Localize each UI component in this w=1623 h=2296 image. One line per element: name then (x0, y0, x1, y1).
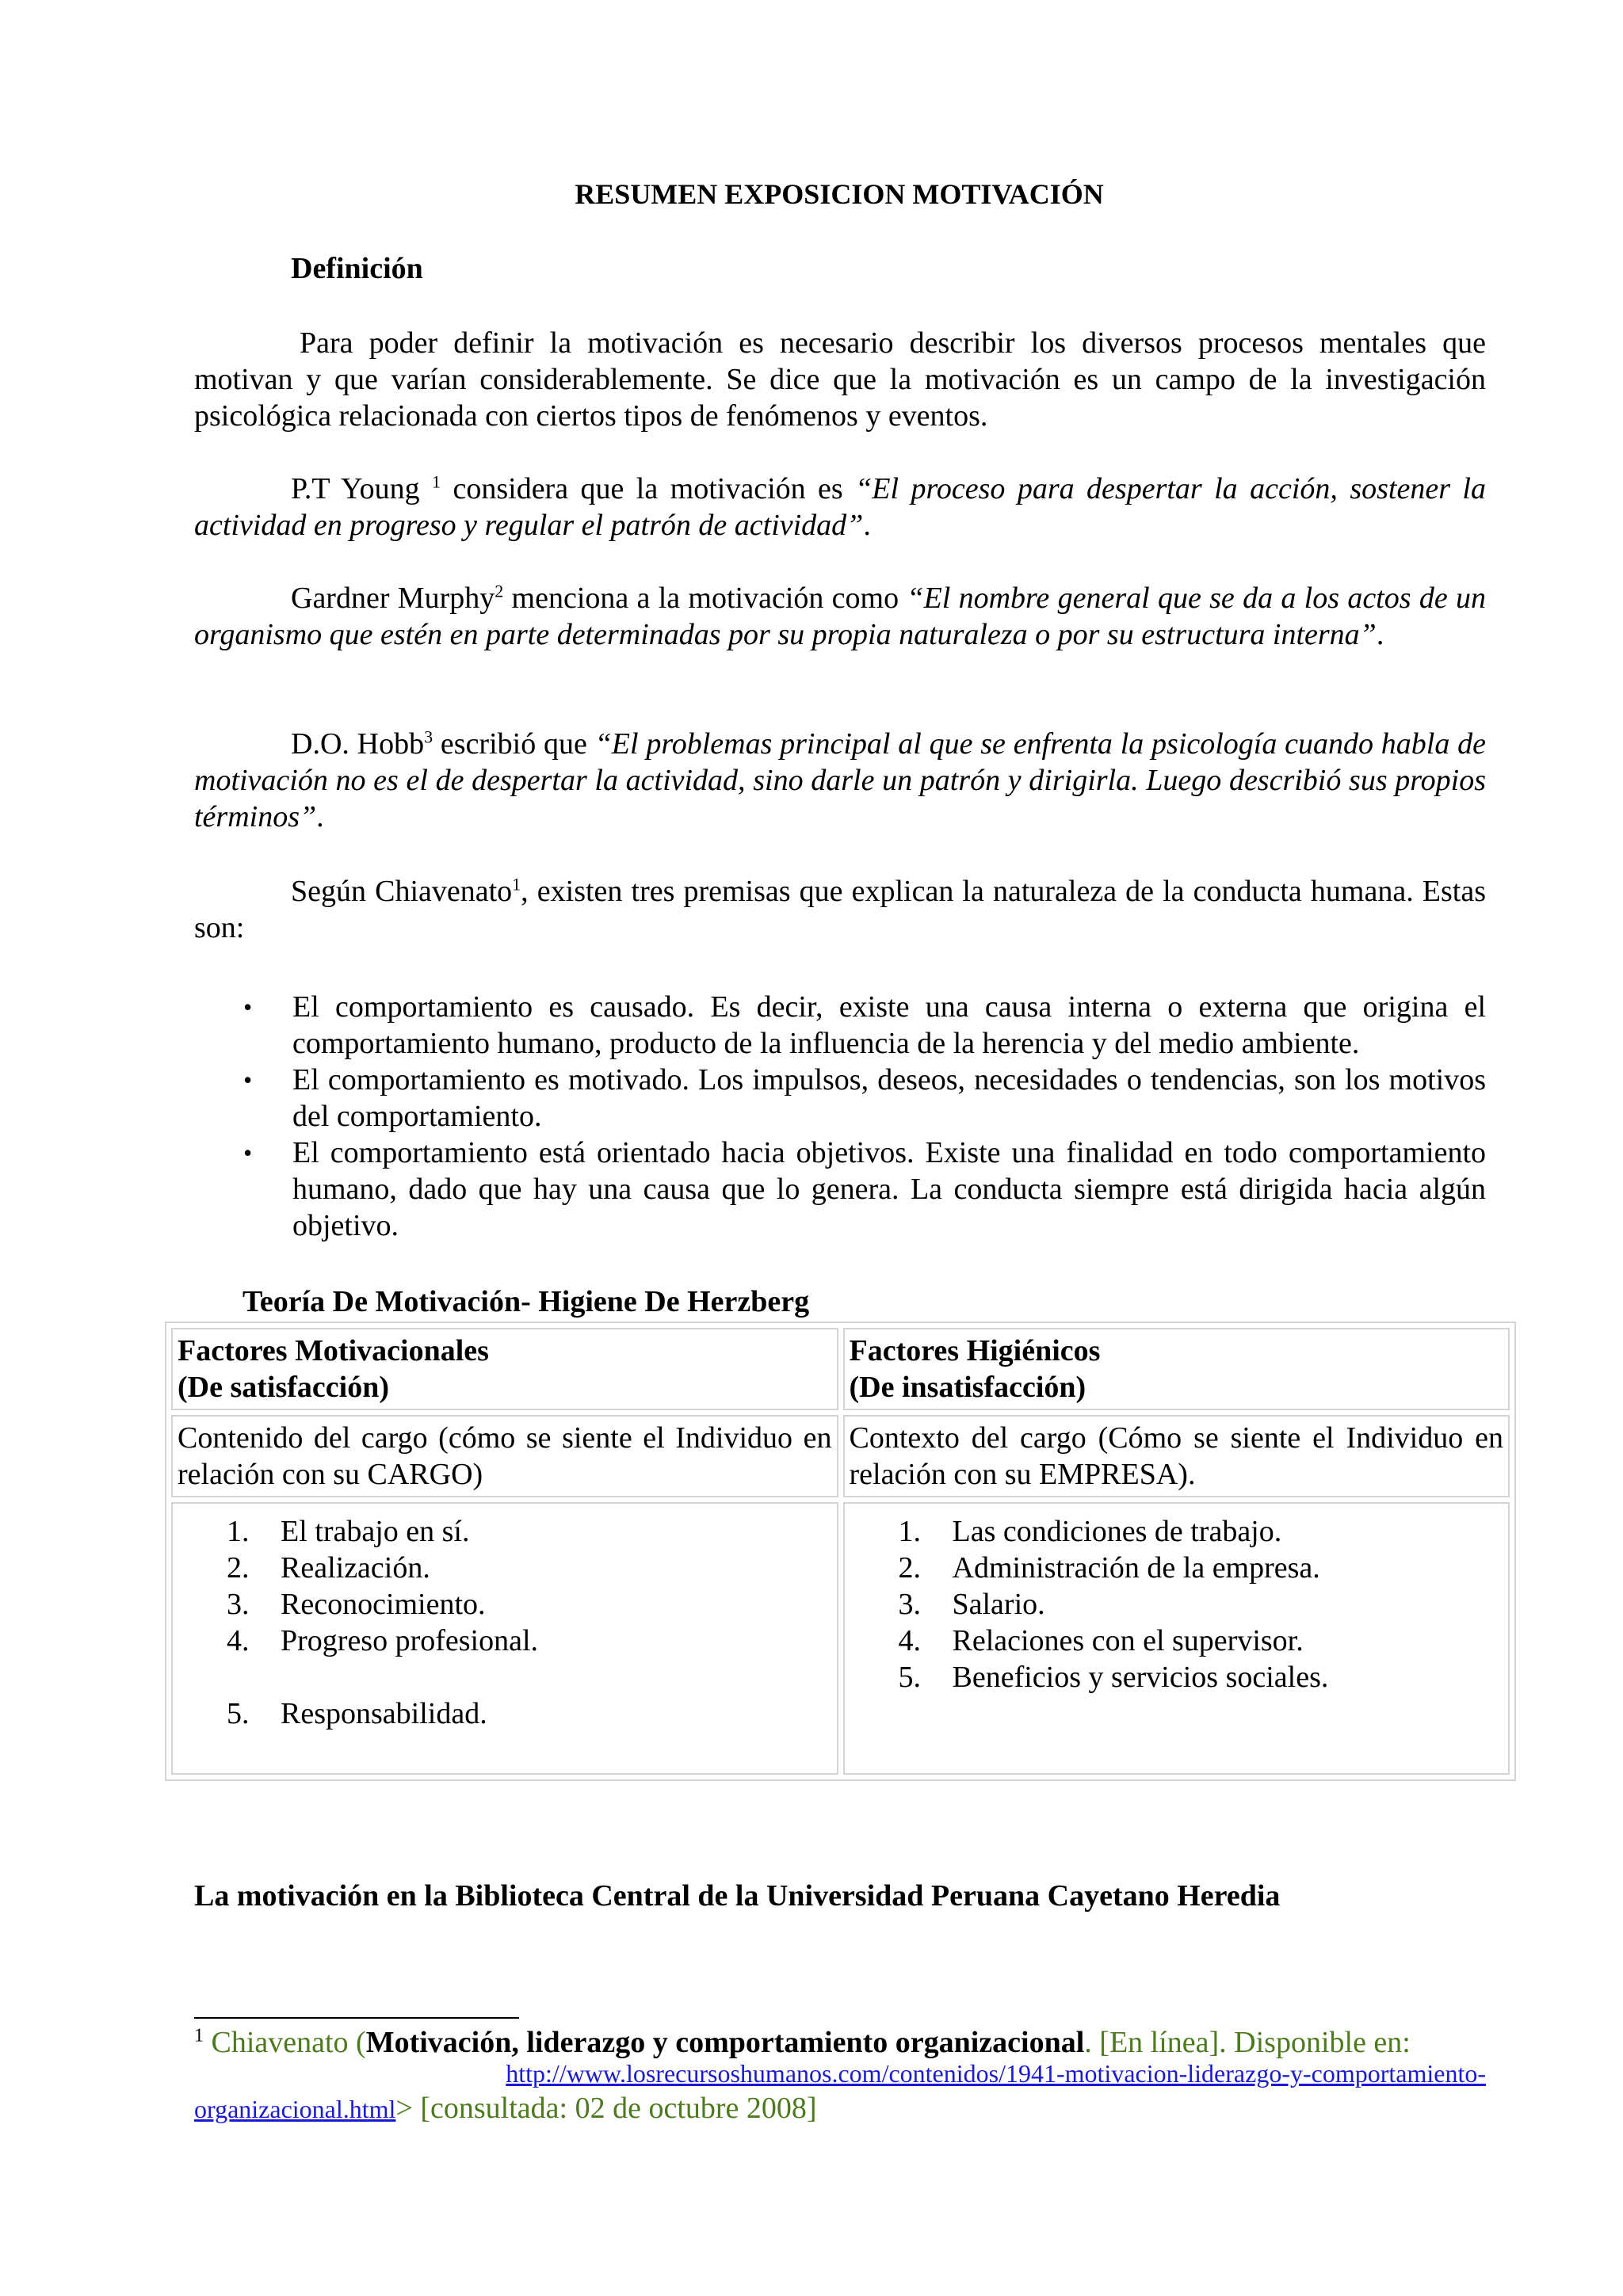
young-paragraph (194, 471, 1486, 543)
list-item: 4. Relaciones con el supervisor. (898, 1624, 1304, 1657)
herzberg-table (165, 1322, 1516, 1781)
premises-list (194, 989, 1486, 1244)
list-item: 1. Las condiciones de trabajo. (898, 1515, 1282, 1548)
table-row (171, 1415, 1510, 1497)
section-heading: La motivación en la Biblioteca Central de la Universidad Peruana Cayetano Heredia (194, 1879, 1281, 1913)
footnote-title: Motivación, liderazgo y comportamiento organizacional (365, 2026, 1085, 2059)
list-item: 3. Reconocimiento. (227, 1588, 486, 1621)
young-footnote-ref: 1 (432, 471, 441, 492)
footnote-url-link-end[interactable]: organizacional.html (194, 2095, 396, 2123)
chiavenato-footnote-ref: 1 (512, 874, 521, 894)
table-header-higienicos: Factores Higiénicos (De insatisfacción) (843, 1328, 1510, 1410)
chiavenato-author: Según Chiavenato (291, 875, 513, 908)
murphy-tail: . (1376, 618, 1384, 651)
motivacionales-list (178, 1513, 832, 1732)
footnote-consulted: > [consultada: 02 de octubre 2008] (395, 2092, 817, 2125)
table-cell-contexto: Contexto del cargo (Cómo se siente el Individuo en relación con su EMPRESA). (843, 1415, 1510, 1497)
list-item: • El comportamiento está orientado hacia objetivos. Existe una finalidad en todo comportamiento humano, dado que hay una causa que lo genera. La conducta siempre está dirigida hacia algún objetivo. (243, 1136, 1486, 1242)
table-cell-contenido: Contenido del cargo (cómo se siente el Individuo en relación con su CARGO) (171, 1415, 838, 1497)
herzberg-heading: Teoría De Motivación- Higiene De Herzberg (242, 1285, 810, 1318)
intro-paragraph (194, 325, 1486, 434)
footnote-online: . [En línea]. Disponible en: (1084, 2026, 1411, 2059)
hobb-paragraph (194, 726, 1486, 835)
table-row (171, 1502, 1510, 1775)
young-tail: . (863, 509, 871, 542)
footnote-prefix: Chiavenato ( (204, 2026, 366, 2059)
footnote-number: 1 (194, 2025, 204, 2046)
murphy-quote: “El nombre general que se da a los actos de un organismo que estén en parte determinadas por su propia naturaleza o por su estructura interna” (194, 582, 1486, 651)
table-row (171, 1328, 1510, 1410)
murphy-lead: menciona a la motivación como (503, 582, 907, 615)
list-item: 4. Progreso profesional. (227, 1624, 539, 1657)
footnote (194, 2025, 1486, 2126)
list-item: • El comportamiento es motivado. Los impulsos, deseos, necesidades o tendencias, son los motivos del comportamiento. (243, 1063, 1486, 1133)
bullet-icon: • (243, 1138, 253, 1167)
bullet-icon: • (243, 1066, 253, 1094)
young-quote: “El proceso para despertar la acción, sostener la actividad en progreso y regular el patrón de actividad” (194, 472, 1486, 542)
list-item: 3. Salario. (898, 1588, 1045, 1621)
bullet-icon: • (243, 993, 253, 1021)
hobb-tail: . (316, 800, 324, 833)
list-item: 2. Administración de la empresa. (898, 1551, 1320, 1585)
hobb-lead: escribió que (433, 727, 595, 761)
list-item: 5. Beneficios y servicios sociales. (898, 1661, 1329, 1694)
table-cell-higienicos-list (843, 1502, 1510, 1775)
list-item: • El comportamiento es causado. Es decir, existe una causa interna o externa que origina el comportamiento humano, producto de la influencia de la herencia y del medio ambiente. (243, 990, 1486, 1060)
hobb-quote: “El problemas principal al que se enfrenta la psicología cuando habla de motivación no es el de despertar la actividad, sino darle un patrón y dirigirla. Luego describió sus propios términos” (194, 727, 1487, 833)
young-lead: considera que la motivación es (441, 472, 856, 505)
footnote-divider (194, 2017, 519, 2019)
list-item: 5. Responsabilidad. (227, 1697, 487, 1730)
hobb-author: D.O. Hobb (291, 727, 425, 761)
chiavenato-text: , existen tres premisas que explican la naturaleza de la conducta humana. Estas son: (194, 875, 1487, 944)
murphy-author: Gardner Murphy (291, 582, 495, 615)
higienicos-list (850, 1513, 1504, 1695)
hobb-footnote-ref: 3 (424, 727, 433, 747)
table-cell-motivacionales-list (171, 1502, 838, 1775)
footnote-url-link[interactable]: http://www.losrecursoshumanos.com/contenidos/1941-motivacion-liderazgo-y-comportamiento- (506, 2059, 1486, 2088)
document-title: RESUMEN EXPOSICION MOTIVACIÓN (575, 178, 1104, 210)
definicion-heading: Definición (291, 252, 423, 285)
young-author: P.T Young (291, 472, 420, 505)
murphy-paragraph (194, 580, 1486, 653)
murphy-footnote-ref: 2 (495, 581, 504, 601)
intro-text: Para poder definir la motivación es necesario describir los diversos procesos mentales que motivan y que varían considerablemente. Se dice que la motivación es un campo de la investigación psicológica relacionada con ciertos tipos de fenómenos y eventos. (194, 326, 1486, 433)
list-item: 2. Realización. (227, 1551, 430, 1585)
list-item: 1. El trabajo en sí. (227, 1515, 470, 1548)
table-header-motivacionales: Factores Motivacionales (De satisfacción) (171, 1328, 838, 1410)
chiavenato-paragraph (194, 873, 1486, 946)
